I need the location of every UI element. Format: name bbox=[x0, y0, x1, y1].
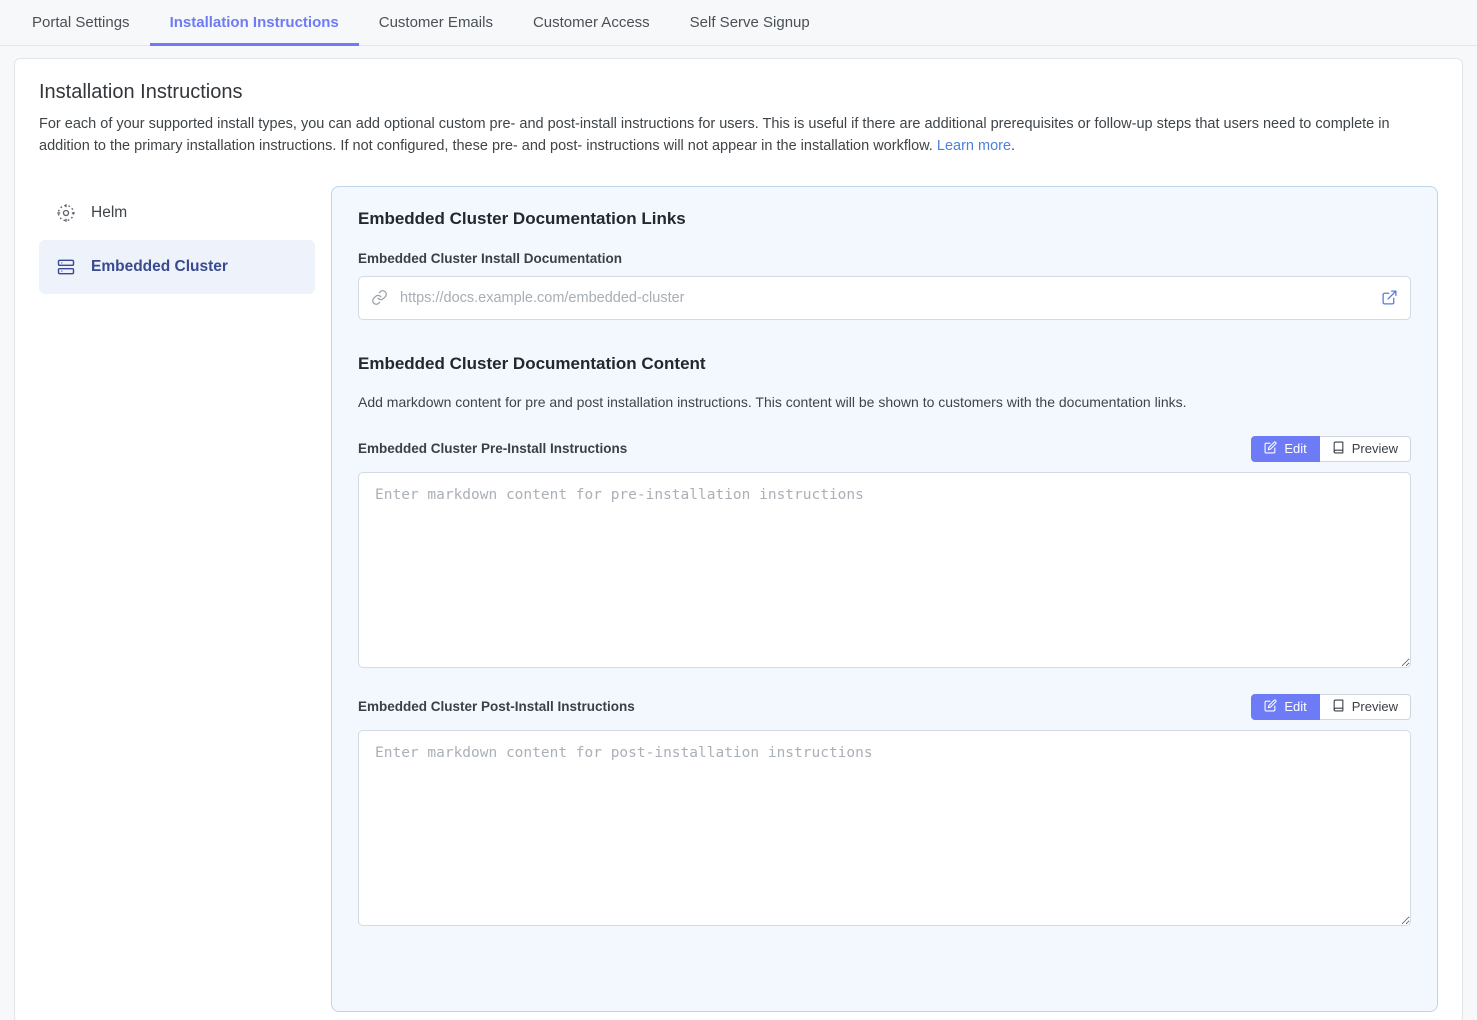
documentation-content-heading: Embedded Cluster Documentation Content bbox=[358, 353, 706, 373]
install-doc-label: Embedded Cluster Install Documentation bbox=[358, 250, 623, 266]
post-install-preview-button[interactable] bbox=[1320, 694, 1411, 720]
post-install-label: Embedded Cluster Post-Install Instructions bbox=[358, 699, 635, 714]
documentation-content-helper: Add markdown content for pre and post installation instructions. This content will be shown to customers with the documentation links. bbox=[358, 393, 1187, 410]
tab-customer-access[interactable]: Customer Access bbox=[532, 14, 650, 31]
tab-self-serve-signup[interactable]: Self Serve Signup bbox=[689, 14, 810, 31]
sidebar-item-helm-label: Helm bbox=[91, 203, 128, 221]
sidebar-item-embedded-cluster[interactable] bbox=[39, 240, 315, 294]
tab-customer-emails[interactable]: Customer Emails bbox=[378, 14, 493, 31]
preview-book-icon bbox=[1332, 699, 1345, 714]
helm-wheel-icon bbox=[55, 202, 77, 224]
primary-tab-bar bbox=[0, 0, 1477, 46]
post-install-edit-button[interactable] bbox=[1251, 694, 1319, 720]
learn-more-link[interactable]: Learn more bbox=[936, 137, 1012, 154]
pre-install-preview-label: Preview bbox=[1351, 441, 1398, 456]
install-doc-input-wrapper bbox=[358, 276, 1411, 320]
page-description-text: For each of your supported install types, you can add optional custom pre- and post-install instructions for users. This is useful if there are additional prerequisites or follow-up steps that users need to complete in addition to the primary installation instructions. If not configured, these pre- and post- instructions will not appear in the installation workflow. bbox=[39, 116, 1390, 154]
pre-install-preview-button[interactable] bbox=[1320, 436, 1411, 462]
documentation-links-heading: Embedded Cluster Documentation Links bbox=[358, 208, 686, 228]
pre-install-textarea[interactable] bbox=[358, 472, 1411, 668]
pre-install-header bbox=[358, 436, 1411, 462]
sidebar-item-embedded-cluster-label: Embedded Cluster bbox=[91, 257, 228, 275]
installation-instructions-card bbox=[14, 58, 1463, 1020]
page-title: Installation Instructions bbox=[39, 81, 243, 103]
pre-install-mode-toggle bbox=[1251, 436, 1411, 462]
post-install-edit-label: Edit bbox=[1284, 699, 1307, 714]
server-stack-icon bbox=[55, 256, 77, 278]
pre-install-edit-label: Edit bbox=[1284, 441, 1307, 456]
embedded-cluster-panel bbox=[331, 186, 1438, 1012]
external-link-icon[interactable] bbox=[1381, 289, 1398, 306]
post-install-mode-toggle bbox=[1251, 694, 1411, 720]
sidebar-item-helm[interactable] bbox=[39, 186, 315, 240]
pre-install-edit-button[interactable] bbox=[1251, 436, 1319, 462]
link-icon bbox=[371, 289, 388, 306]
edit-pencil-icon bbox=[1264, 441, 1277, 456]
install-type-sidebar bbox=[39, 186, 331, 1012]
install-doc-input[interactable] bbox=[398, 289, 1381, 307]
post-install-header bbox=[358, 694, 1411, 720]
content-body bbox=[39, 186, 1438, 1012]
tab-installation-instructions[interactable]: Installation Instructions bbox=[150, 15, 359, 46]
page-description-period: . bbox=[1011, 137, 1016, 154]
pre-install-label: Embedded Cluster Pre-Install Instructions bbox=[358, 441, 628, 456]
post-install-preview-label: Preview bbox=[1351, 699, 1398, 714]
block-spacer bbox=[358, 668, 1411, 694]
post-install-textarea[interactable] bbox=[358, 730, 1411, 926]
page-description bbox=[39, 114, 1429, 158]
edit-pencil-icon bbox=[1264, 699, 1277, 714]
tab-portal-settings[interactable]: Portal Settings bbox=[32, 14, 130, 31]
preview-book-icon bbox=[1332, 441, 1345, 456]
